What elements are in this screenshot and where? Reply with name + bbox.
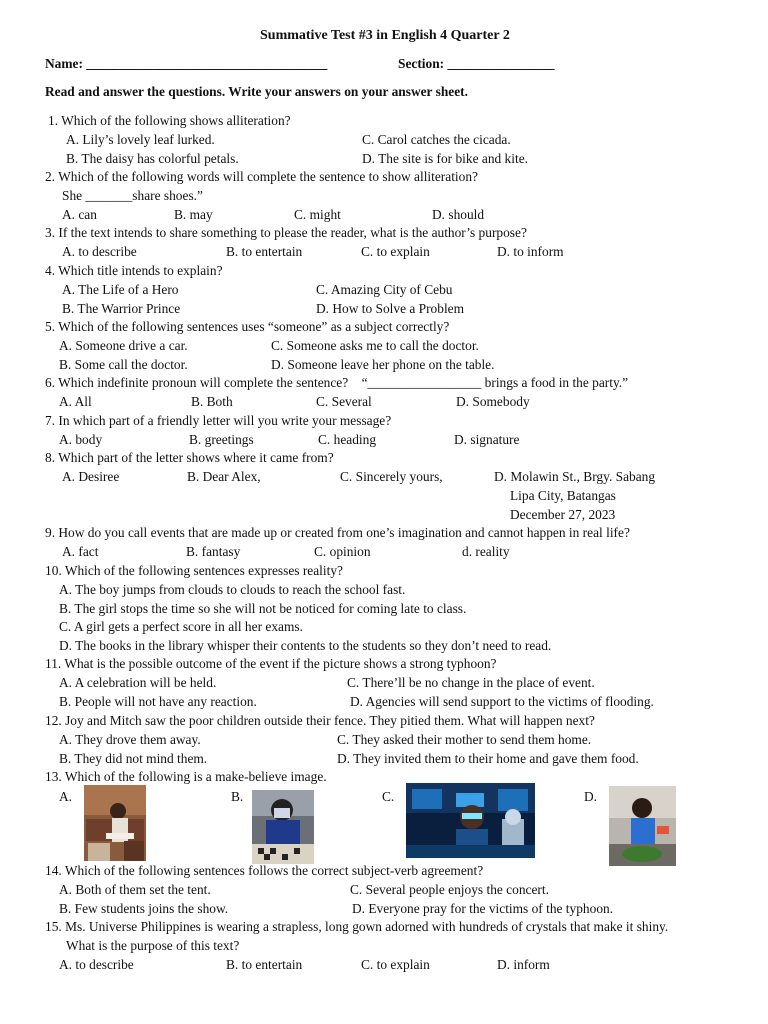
question-12-option-c: C. They asked their mother to send them home. — [337, 732, 592, 747]
question-3-option-c: C. to explain — [361, 244, 430, 259]
question-2-option-c: C. might — [294, 207, 341, 222]
question-2-stem: 2. Which of the following words will complete the sentence to show alliteration? — [45, 169, 478, 184]
question-2-option-d: D. should — [432, 207, 485, 222]
question-9-option-b: B. fantasy — [186, 544, 241, 559]
question-6-option-c: C. Several — [316, 394, 372, 409]
question-12-option-b: B. They did not mind them. — [59, 751, 208, 766]
question-4-option-d: D. How to Solve a Problem — [316, 301, 465, 316]
question-8-option-b: B. Dear Alex, — [187, 469, 261, 484]
question-11-option-b: B. People will not have any reaction. — [59, 694, 257, 709]
question-15-option-c: C. to explain — [361, 957, 430, 972]
instructions: Read and answer the questions. Write your answers on your answer sheet. — [45, 84, 468, 99]
question-1-option-a: A. Lily’s lovely leaf lurked. — [66, 132, 215, 147]
question-4-stem: 4. Which title intends to explain? — [45, 263, 223, 278]
question-13-option-c: C. — [382, 789, 395, 804]
question-12-stem: 12. Joy and Mitch saw the poor children outside their fence. They pitied them. What will happen next? — [45, 713, 595, 728]
question-14-option-c: C. Several people enjoys the concert. — [350, 882, 549, 897]
question-9-option-c: C. opinion — [314, 544, 371, 559]
image-boy-cooking-photo — [609, 786, 676, 866]
question-9-option-d: d. reality — [462, 544, 510, 559]
question-14-option-a: A. Both of them set the tent. — [59, 882, 211, 897]
question-5-option-c: C. Someone asks me to call the doctor. — [271, 338, 479, 353]
question-2-option-b: B. may — [174, 207, 213, 222]
question-11-stem: 11. What is the possible outcome of the event if the picture shows a strong typhoon? — [45, 656, 497, 671]
name-field-label: Name: ____________________________________ — [45, 56, 328, 71]
question-13-option-a: A. — [59, 789, 73, 804]
question-5-option-b: B. Some call the doctor. — [59, 357, 188, 372]
question-7-stem: 7. In which part of a friendly letter will you write your message? — [45, 413, 392, 428]
question-15-stem: 15. Ms. Universe Philippines is wearing a strapless, long gown adorned with hundreds of crystals that make it shiny. — [45, 919, 669, 934]
question-3-option-d: D. to inform — [497, 244, 564, 259]
question-7-option-a: A. body — [59, 432, 103, 447]
question-8-option-c: C. Sincerely yours, — [340, 469, 443, 484]
image-child-studying-photo — [84, 785, 146, 861]
question-11-option-a: A. A celebration will be held. — [59, 675, 217, 690]
question-10-option-a: A. The boy jumps from clouds to clouds to reach the school fast. — [59, 582, 406, 597]
question-8-stem: 8. Which part of the letter shows where it came from? — [45, 450, 334, 465]
question-10-stem: 10. Which of the following sentences expresses reality? — [45, 563, 343, 578]
question-13-option-b: B. — [231, 789, 244, 804]
question-11-option-d: D. Agencies will send support to the victims of flooding. — [350, 694, 654, 709]
question-1-option-c: C. Carol catches the cicada. — [362, 132, 511, 147]
question-14-option-d: D. Everyone pray for the victims of the typhoon. — [352, 901, 614, 916]
question-11-option-c: C. There’ll be no change in the place of event. — [347, 675, 595, 690]
question-6-stem: 6. Which indefinite pronoun will complete the sentence? “_________________ brings a food in the party.” — [45, 375, 629, 390]
question-8-option-a: A. Desiree — [62, 469, 120, 484]
question-12-option-a: A. They drove them away. — [59, 732, 201, 747]
question-15-option-b: B. to entertain — [226, 957, 303, 972]
question-14-option-b: B. Few students joins the show. — [59, 901, 229, 916]
question-5-stem: 5. Which of the following sentences uses “someone” as a subject correctly? — [45, 319, 450, 334]
question-6-option-b: B. Both — [191, 394, 233, 409]
question-10-option-d: D. The books in the library whisper their contents to the students so they don’t need to read. — [59, 638, 552, 653]
question-3-option-a: A. to describe — [62, 244, 137, 259]
question-13-stem: 13. Which of the following is a make-believe image. — [45, 769, 327, 784]
question-10-option-c: C. A girl gets a perfect score in all her exams. — [59, 619, 303, 634]
question-4-option-c: C. Amazing City of Cebu — [316, 282, 453, 297]
question-9-stem: 9. How do you call events that are made up or created from one’s imagination and cannot happen in real life? — [45, 525, 630, 540]
question-10-option-b: B. The girl stops the time so she will not be noticed for coming late to class. — [59, 601, 467, 616]
question-8-option-d-line-2: Lipa City, Batangas — [510, 488, 616, 503]
image-girl-playing-chess-photo — [252, 790, 314, 864]
question-6-option-a: A. All — [59, 394, 92, 409]
question-7-option-b: B. greetings — [189, 432, 254, 447]
image-futuristic-child-with-robot-illustration — [406, 783, 535, 858]
question-2-sentence: She _______share shoes.” — [62, 188, 203, 203]
question-15-option-a: A. to describe — [59, 957, 134, 972]
question-9-option-a: A. fact — [62, 544, 99, 559]
question-1-option-b: B. The daisy has colorful petals. — [66, 151, 239, 166]
question-3-stem: 3. If the text intends to share something to please the reader, what is the author’s purpose? — [45, 225, 527, 240]
question-8-option-d: D. Molawin St., Brgy. Sabang — [494, 469, 656, 484]
question-3-option-b: B. to entertain — [226, 244, 303, 259]
section-field-label: Section: ________________ — [398, 56, 555, 71]
question-1-stem: 1. Which of the following shows alliteration? — [48, 113, 291, 128]
question-4-option-b: B. The Warrior Prince — [62, 301, 181, 316]
question-2-option-a: A. can — [62, 207, 97, 222]
question-7-option-d: D. signature — [454, 432, 520, 447]
question-12-option-d: D. They invited them to their home and gave them food. — [337, 751, 639, 766]
question-4-option-a: A. The Life of a Hero — [62, 282, 179, 297]
question-7-option-c: C. heading — [318, 432, 377, 447]
question-14-stem: 14. Which of the following sentences follows the correct subject-verb agreement? — [45, 863, 484, 878]
question-6-option-d: D. Somebody — [456, 394, 530, 409]
question-15-option-d: D. inform — [497, 957, 550, 972]
question-13-option-d: D. — [584, 789, 598, 804]
question-5-option-a: A. Someone drive a car. — [59, 338, 188, 353]
question-5-option-d: D. Someone leave her phone on the table. — [271, 357, 495, 372]
page-title: Summative Test #3 in English 4 Quarter 2 — [260, 28, 510, 43]
question-1-option-d: D. The site is for bike and kite. — [362, 151, 528, 166]
question-8-option-d-line-3: December 27, 2023 — [510, 507, 616, 522]
question-15-stem-line-2: What is the purpose of this text? — [66, 938, 240, 953]
